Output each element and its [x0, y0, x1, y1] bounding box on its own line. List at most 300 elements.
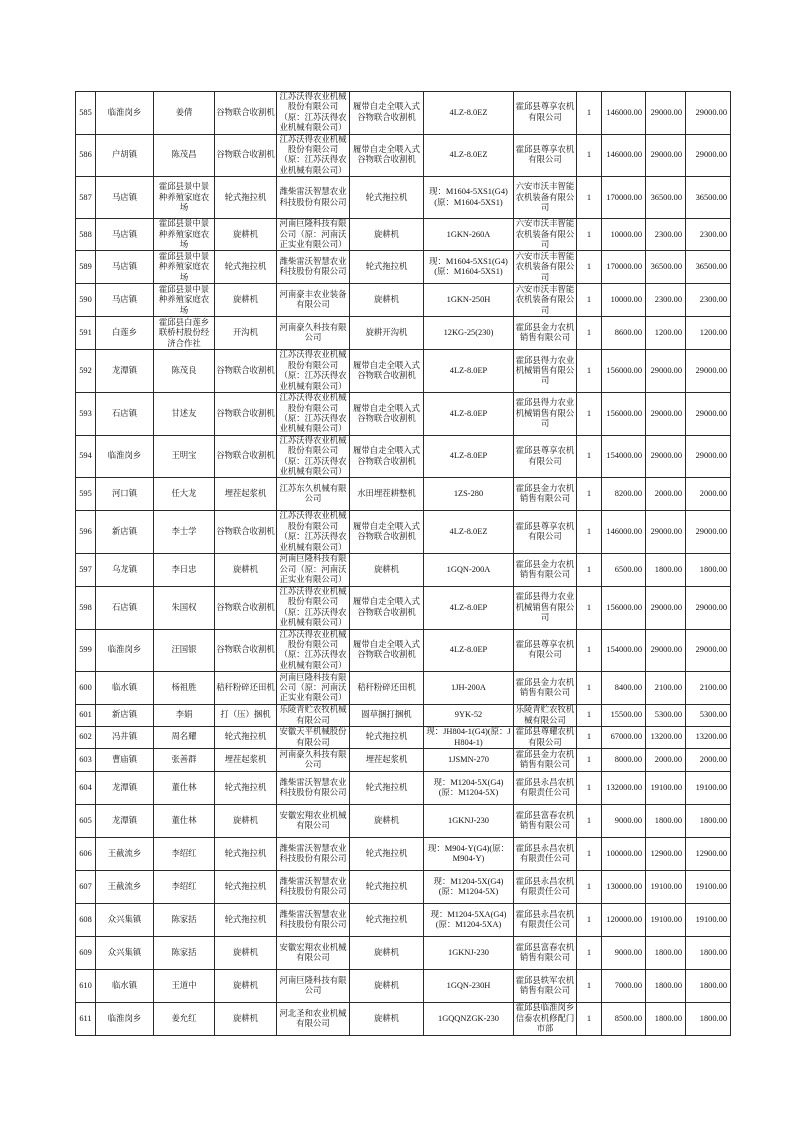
cell-buyer: 霍邱县景中景种养殖家庭农场	[154, 219, 215, 251]
cell-category: 埋茬起浆机	[215, 478, 277, 511]
cell-dealer: 霍邱县永昌农机有限责任公司	[514, 904, 577, 937]
cell-subsidy: 1800.00	[646, 805, 686, 838]
table-row	[76, 219, 731, 251]
cell-maker: 安徽宏翔农业机械有限公司	[277, 805, 350, 838]
table-row	[76, 772, 731, 805]
cell-model: 1JH-200A	[424, 672, 514, 705]
cell-model: 现：M904-Y(G4)(原：M904-Y)	[424, 838, 514, 871]
cell-id: 600	[76, 672, 96, 705]
cell-maker: 江苏沃得农业机械股份有限公司（原：江苏沃得农业机械有限公司）	[277, 511, 350, 554]
cell-subsidy: 29000.00	[646, 629, 686, 672]
cell-qty: 1	[577, 586, 602, 629]
cell-category: 谷物联合收割机	[215, 393, 277, 436]
cell-model: 12KG-25(230)	[424, 317, 514, 350]
cell-price: 146000.00	[602, 511, 646, 554]
cell-dealer: 霍邱县永昌农机有限责任公司	[514, 838, 577, 871]
cell-item: 水田埋茬耕整机	[350, 478, 424, 511]
cell-buyer: 周名耀	[154, 727, 215, 749]
cell-id: 590	[76, 284, 96, 317]
cell-maker: 江苏沃得农业机械股份有限公司（原：江苏沃得农业机械有限公司）	[277, 629, 350, 672]
cell-qty: 1	[577, 805, 602, 838]
cell-price: 10000.00	[602, 284, 646, 317]
cell-total: 1800.00	[686, 805, 731, 838]
table-row	[76, 177, 731, 219]
cell-subsidy: 29000.00	[646, 92, 686, 135]
cell-buyer: 甘述友	[154, 393, 215, 436]
cell-price: 100000.00	[602, 838, 646, 871]
cell-item: 旋耕机	[350, 284, 424, 317]
cell-maker: 安徽宏翔农业机械有限公司	[277, 937, 350, 970]
cell-category: 轮式拖拉机	[215, 904, 277, 937]
cell-town: 众兴集镇	[96, 937, 154, 970]
cell-total: 29000.00	[686, 350, 731, 393]
cell-subsidy: 5300.00	[646, 705, 686, 727]
cell-category: 开沟机	[215, 317, 277, 350]
cell-total: 36500.00	[686, 177, 731, 219]
cell-town: 河口镇	[96, 478, 154, 511]
cell-price: 170000.00	[602, 251, 646, 284]
cell-subsidy: 36500.00	[646, 177, 686, 219]
cell-id: 610	[76, 970, 96, 1003]
cell-model: 现：M1604-5XS1(G4)(原：M1604-5XS1)	[424, 251, 514, 284]
cell-price: 146000.00	[602, 92, 646, 135]
table-row	[76, 805, 731, 838]
table-row	[76, 629, 731, 672]
cell-price: 9000.00	[602, 937, 646, 970]
table-row	[76, 838, 731, 871]
cell-maker: 河北圣和农业机械有限公司	[277, 1003, 350, 1036]
cell-item: 旋耕机	[350, 553, 424, 586]
table-row	[76, 1003, 731, 1036]
cell-maker: 河南豪久科技有限公司	[277, 317, 350, 350]
cell-model: 4LZ-8.0EP	[424, 629, 514, 672]
cell-price: 10000.00	[602, 219, 646, 251]
cell-total: 29000.00	[686, 629, 731, 672]
cell-price: 6500.00	[602, 553, 646, 586]
table-row	[76, 317, 731, 350]
table-row	[76, 393, 731, 436]
cell-maker: 河南豪久科技有限公司	[277, 749, 350, 772]
cell-model: 1GQN-230H	[424, 970, 514, 1003]
cell-total: 29000.00	[686, 586, 731, 629]
cell-category: 谷物联合收割机	[215, 435, 277, 478]
cell-dealer: 霍邱县富春农机销售有限公司	[514, 805, 577, 838]
cell-subsidy: 36500.00	[646, 251, 686, 284]
cell-dealer: 霍邱县尊享农机有限公司	[514, 511, 577, 554]
cell-subsidy: 29000.00	[646, 350, 686, 393]
cell-category: 谷物联合收割机	[215, 350, 277, 393]
cell-buyer: 李绍红	[154, 871, 215, 904]
cell-qty: 1	[577, 92, 602, 135]
cell-dealer: 六安市沃丰智能农机装备有限公司	[514, 284, 577, 317]
cell-item: 履带自走全喂入式谷物联合收割机	[350, 435, 424, 478]
cell-model: 1GQN-200A	[424, 553, 514, 586]
cell-subsidy: 2100.00	[646, 672, 686, 705]
cell-price: 170000.00	[602, 177, 646, 219]
cell-model: 4LZ-8.0EP	[424, 350, 514, 393]
cell-buyer: 李娟	[154, 705, 215, 727]
cell-price: 8600.00	[602, 317, 646, 350]
cell-town: 新店镇	[96, 511, 154, 554]
cell-dealer: 霍邱县尊享农机有限公司	[514, 134, 577, 177]
cell-town: 龙潭镇	[96, 772, 154, 805]
cell-category: 轮式拖拉机	[215, 177, 277, 219]
cell-total: 2000.00	[686, 749, 731, 772]
cell-total: 1800.00	[686, 970, 731, 1003]
cell-qty: 1	[577, 393, 602, 436]
table-row	[76, 904, 731, 937]
cell-category: 旋耕机	[215, 284, 277, 317]
cell-model: 1GKN-250H	[424, 284, 514, 317]
cell-town: 曹庙镇	[96, 749, 154, 772]
table-row	[76, 871, 731, 904]
cell-id: 592	[76, 350, 96, 393]
cell-id: 598	[76, 586, 96, 629]
cell-item: 轮式拖拉机	[350, 251, 424, 284]
cell-buyer: 陈家括	[154, 937, 215, 970]
cell-item: 旋耕机	[350, 1003, 424, 1036]
cell-buyer: 霍邱县景中景种养殖家庭农场	[154, 177, 215, 219]
cell-town: 户胡镇	[96, 134, 154, 177]
cell-item: 轮式拖拉机	[350, 772, 424, 805]
cell-total: 19100.00	[686, 772, 731, 805]
cell-dealer: 霍邱县尊耀农机有限公司	[514, 727, 577, 749]
cell-price: 8200.00	[602, 478, 646, 511]
cell-category: 旋耕机	[215, 805, 277, 838]
cell-town: 石店镇	[96, 586, 154, 629]
cell-item: 旋耕机	[350, 970, 424, 1003]
table-row	[76, 478, 731, 511]
cell-maker: 河南巨隆科技有限公司（原：河南沃正实业有限公司）	[277, 672, 350, 705]
cell-model: 现：JH804-1(G4)(原：JH804-1)	[424, 727, 514, 749]
cell-qty: 1	[577, 937, 602, 970]
cell-maker: 江苏沃得农业机械股份有限公司（原：江苏沃得农业机械有限公司）	[277, 586, 350, 629]
cell-qty: 1	[577, 350, 602, 393]
cell-id: 609	[76, 937, 96, 970]
cell-maker: 江苏沃得农业机械股份有限公司（原：江苏沃得农业机械有限公司）	[277, 435, 350, 478]
cell-price: 120000.00	[602, 904, 646, 937]
cell-subsidy: 29000.00	[646, 586, 686, 629]
cell-qty: 1	[577, 219, 602, 251]
cell-category: 打（压）捆机	[215, 705, 277, 727]
cell-id: 599	[76, 629, 96, 672]
cell-total: 29000.00	[686, 435, 731, 478]
table-row	[76, 727, 731, 749]
table-body	[76, 92, 731, 1036]
cell-price: 156000.00	[602, 393, 646, 436]
cell-qty: 1	[577, 970, 602, 1003]
table-row	[76, 511, 731, 554]
cell-model: 1GKN-260A	[424, 219, 514, 251]
cell-model: 现：M1204-5X(G4)(原：M1204-5X)	[424, 871, 514, 904]
cell-buyer: 陈茂昌	[154, 134, 215, 177]
cell-total: 29000.00	[686, 134, 731, 177]
cell-price: 9000.00	[602, 805, 646, 838]
cell-total: 2300.00	[686, 284, 731, 317]
cell-item: 旋耕机	[350, 805, 424, 838]
table-row	[76, 672, 731, 705]
cell-category: 轮式拖拉机	[215, 772, 277, 805]
cell-town: 马店镇	[96, 284, 154, 317]
cell-category: 旋耕机	[215, 970, 277, 1003]
cell-maker: 江苏东久机械有限公司	[277, 478, 350, 511]
cell-price: 67000.00	[602, 727, 646, 749]
cell-maker: 潍柴雷沃智慧农业科技股份有限公司	[277, 772, 350, 805]
cell-total: 1800.00	[686, 553, 731, 586]
cell-qty: 1	[577, 134, 602, 177]
cell-buyer: 杨祖胜	[154, 672, 215, 705]
cell-item: 埋茬起浆机	[350, 749, 424, 772]
cell-item: 轮式拖拉机	[350, 838, 424, 871]
cell-qty: 1	[577, 904, 602, 937]
cell-qty: 1	[577, 672, 602, 705]
cell-id: 606	[76, 838, 96, 871]
cell-dealer: 霍邱县金力农机销售有限公司	[514, 553, 577, 586]
cell-town: 马店镇	[96, 251, 154, 284]
cell-price: 8000.00	[602, 749, 646, 772]
cell-maker: 乐陵青贮农牧机械有限公司	[277, 705, 350, 727]
cell-subsidy: 1800.00	[646, 937, 686, 970]
cell-town: 王截流乡	[96, 871, 154, 904]
cell-price: 154000.00	[602, 435, 646, 478]
cell-id: 596	[76, 511, 96, 554]
cell-total: 5300.00	[686, 705, 731, 727]
cell-qty: 1	[577, 1003, 602, 1036]
table-row	[76, 937, 731, 970]
cell-subsidy: 29000.00	[646, 511, 686, 554]
cell-dealer: 霍邱县尊享农机有限公司	[514, 92, 577, 135]
cell-category: 秸秆粉碎还田机	[215, 672, 277, 705]
cell-dealer: 霍邱县轶军农机销售有限公司	[514, 970, 577, 1003]
cell-id: 603	[76, 749, 96, 772]
cell-category: 谷物联合收割机	[215, 511, 277, 554]
cell-maker: 安徽天平机械股份有限公司	[277, 727, 350, 749]
cell-dealer: 霍邱县得力农业机械销售有限公司	[514, 393, 577, 436]
cell-subsidy: 1200.00	[646, 317, 686, 350]
cell-buyer: 霍邱县白莲乡联桥村股份经济合作社	[154, 317, 215, 350]
cell-item: 圆草捆打捆机	[350, 705, 424, 727]
cell-model: 4LZ-8.0EZ	[424, 134, 514, 177]
cell-item: 轮式拖拉机	[350, 727, 424, 749]
cell-town: 龙潭镇	[96, 805, 154, 838]
table-row	[76, 284, 731, 317]
cell-id: 602	[76, 727, 96, 749]
table-row	[76, 350, 731, 393]
cell-dealer: 霍邱县得力农业机械销售有限公司	[514, 350, 577, 393]
cell-dealer: 霍邱县金力农机销售有限公司	[514, 478, 577, 511]
cell-model: 现：M1204-5X(G4)(原：M1204-5X)	[424, 772, 514, 805]
cell-model: 4LZ-8.0EP	[424, 435, 514, 478]
cell-total: 1200.00	[686, 317, 731, 350]
cell-model: 现：M1204-5XA(G4)(原：M1204-5XA)	[424, 904, 514, 937]
cell-buyer: 霍邱县景中景种养殖家庭农场	[154, 284, 215, 317]
cell-category: 轮式拖拉机	[215, 871, 277, 904]
cell-total: 29000.00	[686, 511, 731, 554]
cell-dealer: 霍邱县尊享农机有限公司	[514, 435, 577, 478]
cell-town: 临淮岗乡	[96, 629, 154, 672]
cell-id: 595	[76, 478, 96, 511]
cell-buyer: 姜倩	[154, 92, 215, 135]
cell-qty: 1	[577, 749, 602, 772]
cell-id: 604	[76, 772, 96, 805]
cell-qty: 1	[577, 838, 602, 871]
cell-category: 埋茬起浆机	[215, 749, 277, 772]
cell-dealer: 霍邱县永昌农机有限责任公司	[514, 871, 577, 904]
cell-model: 现：M1604-5XS1(G4)(原：M1604-5XS1)	[424, 177, 514, 219]
cell-subsidy: 1800.00	[646, 1003, 686, 1036]
cell-total: 29000.00	[686, 92, 731, 135]
cell-category: 谷物联合收割机	[215, 586, 277, 629]
cell-item: 旋耕机	[350, 937, 424, 970]
cell-buyer: 王明宝	[154, 435, 215, 478]
cell-dealer: 乐陵青贮农牧机械有限公司	[514, 705, 577, 727]
cell-price: 156000.00	[602, 350, 646, 393]
cell-maker: 江苏沃得农业机械股份有限公司（原：江苏沃得农业机械有限公司）	[277, 92, 350, 135]
cell-total: 12900.00	[686, 838, 731, 871]
cell-subsidy: 29000.00	[646, 435, 686, 478]
cell-item: 履带自走全喂入式谷物联合收割机	[350, 511, 424, 554]
cell-category: 旋耕机	[215, 553, 277, 586]
table-row	[76, 970, 731, 1003]
cell-town: 王截流乡	[96, 838, 154, 871]
cell-buyer: 董仕林	[154, 805, 215, 838]
cell-price: 130000.00	[602, 871, 646, 904]
cell-category: 轮式拖拉机	[215, 838, 277, 871]
cell-buyer: 陈家括	[154, 904, 215, 937]
cell-price: 7000.00	[602, 970, 646, 1003]
cell-subsidy: 2000.00	[646, 749, 686, 772]
cell-dealer: 霍邱县金力农机销售有限公司	[514, 672, 577, 705]
cell-model: 4LZ-8.0EP	[424, 393, 514, 436]
cell-qty: 1	[577, 553, 602, 586]
cell-model: 1GQQNZGK-230	[424, 1003, 514, 1036]
cell-dealer: 霍邱县尊享农机有限公司	[514, 629, 577, 672]
cell-id: 605	[76, 805, 96, 838]
cell-item: 履带自走全喂入式谷物联合收割机	[350, 350, 424, 393]
cell-buyer: 汪国银	[154, 629, 215, 672]
cell-subsidy: 2300.00	[646, 284, 686, 317]
cell-maker: 潍柴雷沃智慧农业科技股份有限公司	[277, 177, 350, 219]
cell-dealer: 六安市沃丰智能农机装备有限公司	[514, 177, 577, 219]
cell-total: 36500.00	[686, 251, 731, 284]
cell-model: 1GKNJ-230	[424, 805, 514, 838]
cell-total: 2100.00	[686, 672, 731, 705]
cell-category: 旋耕机	[215, 937, 277, 970]
cell-maker: 潍柴雷沃智慧农业科技股份有限公司	[277, 251, 350, 284]
cell-buyer: 李绍红	[154, 838, 215, 871]
cell-subsidy: 19100.00	[646, 871, 686, 904]
cell-id: 588	[76, 219, 96, 251]
table-row	[76, 553, 731, 586]
cell-dealer: 六安市沃丰智能农机装备有限公司	[514, 251, 577, 284]
cell-category: 谷物联合收割机	[215, 92, 277, 135]
cell-subsidy: 1800.00	[646, 553, 686, 586]
cell-total: 13200.00	[686, 727, 731, 749]
cell-category: 轮式拖拉机	[215, 251, 277, 284]
cell-item: 旋耕开沟机	[350, 317, 424, 350]
cell-id: 586	[76, 134, 96, 177]
cell-total: 19100.00	[686, 904, 731, 937]
table-row	[76, 749, 731, 772]
cell-total: 29000.00	[686, 393, 731, 436]
cell-buyer: 任大龙	[154, 478, 215, 511]
cell-total: 2300.00	[686, 219, 731, 251]
cell-price: 15500.00	[602, 705, 646, 727]
cell-buyer: 朱国权	[154, 586, 215, 629]
cell-qty: 1	[577, 705, 602, 727]
cell-dealer: 霍邱县金力农机销售有限公司	[514, 749, 577, 772]
cell-id: 611	[76, 1003, 96, 1036]
cell-subsidy: 1800.00	[646, 970, 686, 1003]
cell-subsidy: 2000.00	[646, 478, 686, 511]
cell-id: 608	[76, 904, 96, 937]
table-row	[76, 92, 731, 135]
cell-qty: 1	[577, 177, 602, 219]
cell-id: 594	[76, 435, 96, 478]
cell-item: 轮式拖拉机	[350, 871, 424, 904]
cell-model: 1GKNJ-230	[424, 937, 514, 970]
cell-model: 4LZ-8.0EZ	[424, 511, 514, 554]
cell-price: 8400.00	[602, 672, 646, 705]
cell-qty: 1	[577, 727, 602, 749]
cell-qty: 1	[577, 251, 602, 284]
cell-maker: 河南巨隆科技有限公司（原：河南沃正实业有限公司）	[277, 553, 350, 586]
cell-town: 龙潭镇	[96, 350, 154, 393]
cell-maker: 江苏沃得农业机械股份有限公司（原：江苏沃得农业机械有限公司）	[277, 393, 350, 436]
cell-total: 2000.00	[686, 478, 731, 511]
cell-item: 秸秆粉碎还田机	[350, 672, 424, 705]
cell-category: 谷物联合收割机	[215, 134, 277, 177]
table-row	[76, 586, 731, 629]
cell-buyer: 姜允红	[154, 1003, 215, 1036]
cell-item: 履带自走全喂入式谷物联合收割机	[350, 629, 424, 672]
cell-category: 谷物联合收割机	[215, 629, 277, 672]
cell-town: 临水镇	[96, 672, 154, 705]
table-row	[76, 134, 731, 177]
cell-id: 589	[76, 251, 96, 284]
cell-town: 马店镇	[96, 219, 154, 251]
cell-buyer: 李日忠	[154, 553, 215, 586]
cell-item: 轮式拖拉机	[350, 904, 424, 937]
cell-maker: 潍柴雷沃智慧农业科技股份有限公司	[277, 904, 350, 937]
cell-subsidy: 13200.00	[646, 727, 686, 749]
cell-dealer: 霍邱县得力农业机械销售有限公司	[514, 586, 577, 629]
cell-model: 4LZ-8.0EZ	[424, 92, 514, 135]
cell-dealer: 六安市沃丰智能农机装备有限公司	[514, 219, 577, 251]
cell-subsidy: 19100.00	[646, 772, 686, 805]
cell-qty: 1	[577, 511, 602, 554]
cell-subsidy: 19100.00	[646, 904, 686, 937]
cell-id: 601	[76, 705, 96, 727]
table-row	[76, 705, 731, 727]
cell-town: 新店镇	[96, 705, 154, 727]
cell-id: 597	[76, 553, 96, 586]
cell-item: 履带自走全喂入式谷物联合收割机	[350, 393, 424, 436]
cell-town: 石店镇	[96, 393, 154, 436]
table-row	[76, 435, 731, 478]
cell-town: 冯井镇	[96, 727, 154, 749]
subsidy-table	[75, 91, 731, 1036]
cell-maker: 河南巨隆科技有限公司	[277, 970, 350, 1003]
cell-town: 临淮岗乡	[96, 92, 154, 135]
cell-subsidy: 2300.00	[646, 219, 686, 251]
cell-dealer: 霍邱县临淮岗乡信泰农机修配门市部	[514, 1003, 577, 1036]
cell-maker: 潍柴雷沃智慧农业科技股份有限公司	[277, 838, 350, 871]
cell-qty: 1	[577, 629, 602, 672]
cell-price: 154000.00	[602, 629, 646, 672]
cell-qty: 1	[577, 435, 602, 478]
cell-item: 轮式拖拉机	[350, 177, 424, 219]
